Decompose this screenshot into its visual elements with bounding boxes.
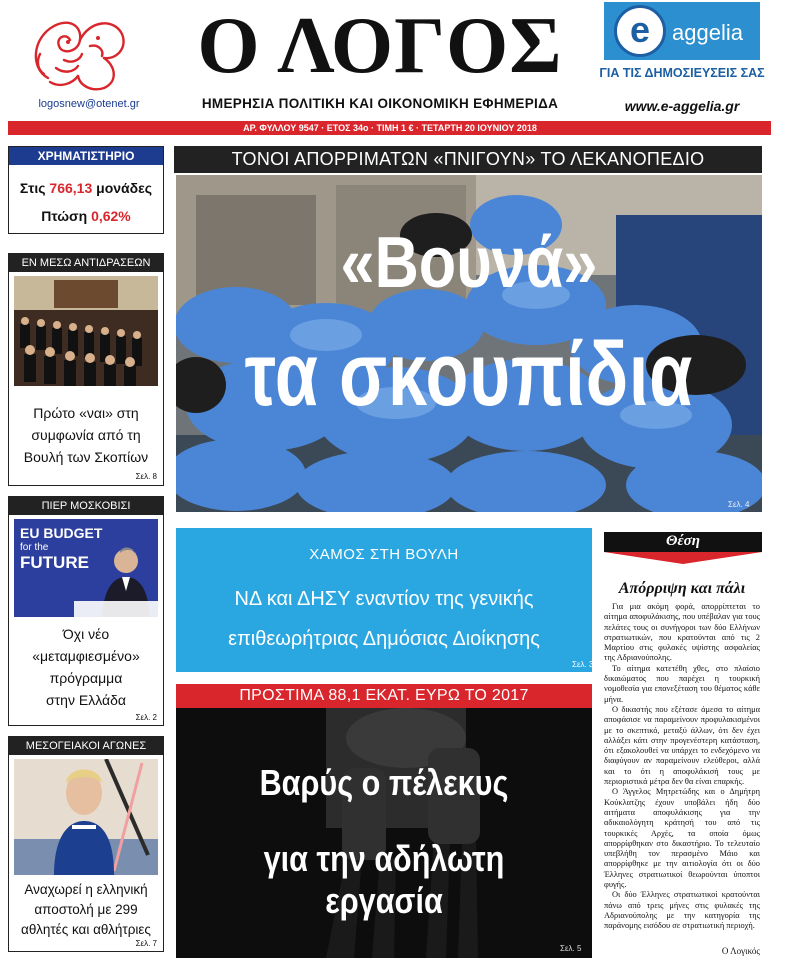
stock-index-suffix: μονάδες (92, 180, 153, 196)
skopje-story[interactable] (8, 253, 164, 486)
parliament-story-kicker: ΧΑΜΟΣ ΣΤΗ ΒΟΥΛΗ (309, 546, 459, 563)
moscovici-line-3: πρόγραμμα (49, 670, 123, 686)
ad-brand-name: aggelia (672, 20, 743, 45)
games-line-1: Αναχωρεί η ελληνική (24, 882, 148, 897)
editorial-paragraph: Το αίτημα κατετέθη χθες, στο πλαίσιο δικαιώματος που παρέχει η τουρκική νομοθεσία για επανεξέταση του θέματος κάθε μήνα. (604, 663, 760, 704)
parliament-story-page-ref: Σελ. 3 (572, 660, 594, 669)
main-story-headbar[interactable]: ΤΟΝΟΙ ΑΠΟΡΡΙΜΑΤΩΝ «ΠΝΙΓΟΥΝ» ΤΟ ΛΕΚΑΝΟΠΕΔΙΟ (174, 146, 762, 173)
stock-change-value: 0,62% (91, 208, 131, 224)
games-line-2: αποστολή με 299 (34, 902, 138, 917)
main-headline-line-2[interactable]: τα σκουπίδια (244, 325, 694, 425)
skopje-photo (14, 276, 158, 386)
fines-headline-line-2[interactable]: για την αδήλωτη εργασία (263, 838, 505, 921)
skopje-page-ref: Σελ. 8 (135, 472, 157, 481)
games-story[interactable] (8, 736, 164, 952)
newspaper-subtitle: ΗΜΕΡΗΣΙΑ ΠΟΛΙΤΙΚΗ ΚΑΙ ΟΙΚΟΝΟΜΙΚΗ ΕΦΗΜΕΡΙΔΑ (201, 96, 559, 111)
skopje-line-2: συμφωνία από τη (31, 427, 141, 443)
photo-text-future: FUTURE (20, 553, 89, 572)
ad-url-link[interactable]: www.e-aggelia.gr (624, 98, 740, 114)
moscovici-line-4: στην Ελλάδα (46, 692, 126, 708)
moscovici-page-ref: Σελ. 2 (135, 713, 157, 722)
editorial-paragraph: Ο δικαστής που εξέτασε άμεσα το αίτημα αποφάσισε να παραμείνουν προφυλακισμένοι με το σκεπτικό, μεταξύ άλλων, ότι δεν έχει αλλάξει κάτι στην προγενέστερη κατάσταση, ότι εξακολουθεί να υπάρχει το ενδεχόμενο να διαφύγουν αν παραμείνουν ελεύθεροι, αλλά και το ότι η αποφυλάκισή τους με περιοριστικά μέτρα δεν θα είναι επαρκής. (604, 704, 760, 787)
games-page-ref: Σελ. 7 (135, 939, 157, 948)
moscovici-heading: ΠΙΕΡ ΜΟΣΚΟΒΙΣΙ (9, 497, 163, 515)
editorial-paragraph: Ο Άγγελος Μητρετώδης και ο Δημήτρη Κούκλατζης έχουν υποβάλει ήδη δύο αιτήματα αποφυλάκισης για την αδικαιολόγητη κράτησή του από τις τουρκικές Αρχές, τα οποία όμως απορρίφθηκαν στο δικαστήριο. Το τελευταίο υπεβλήθη τον περασμένο Μάιο και απορρίφθηκε με την αιτιολογία ότι οι δύο Έλληνες στρατιωτικοί θεωρούνται ύποπτοι φυγής. (604, 787, 760, 890)
editorial-signature: Ο Λογικός (721, 946, 760, 956)
fines-page-ref: Σελ. 5 (560, 944, 582, 953)
stock-index-prefix: Στις (19, 180, 50, 196)
moscovici-photo (14, 519, 158, 617)
games-photo (14, 759, 158, 875)
main-headline-line-1[interactable]: «Βουνά» (340, 223, 598, 303)
stock-change-line (9, 205, 163, 227)
newspaper-logo-art (20, 8, 140, 96)
stock-index-line (9, 177, 163, 199)
contact-email[interactable]: logosnew@otenet.gr (38, 98, 140, 110)
fines-headline-line-1[interactable]: Βαρύς ο πέλεκυς (259, 762, 509, 803)
issue-info: ΑΡ. ΦΥΛΛΟΥ 9547 · ΕΤΟΣ 34ο · ΤΙΜΗ 1 € · ΤΕΤΑΡΤΗ 20 ΙΟΥΝΙΟΥ 2018 (243, 123, 537, 133)
newspaper-title: Ο ΛΟΓΟΣ (197, 2, 563, 90)
skopje-heading: ΕΝ ΜΕΣΩ ΑΝΤΙΔΡΑΣΕΩΝ (9, 254, 163, 272)
stock-box[interactable] (8, 146, 164, 234)
games-heading: ΜΕΣΟΓΕΙΑΚΟΙ ΑΓΩΝΕΣ (9, 737, 163, 755)
games-line-3: αθλητές και αθλήτριες (21, 922, 151, 937)
editorial-paragraph: Για μια ακόμη φορά, απορρίπτεται το αίτημα αποφυλάκισης, που υπέβαλαν για τους πελάτες τους οι συνήγοροι των δύο Ελλήνων στρατιωτικών, που κρατούνται από τις 2 Μαρτίου στις φυλακές υψίστης ασφαλείας της Αδριανούπολης. (604, 602, 760, 663)
editorial-title[interactable]: Απόρριψη και πάλι (618, 580, 746, 597)
stock-heading: ΧΡΗΜΑΤΙΣΤΗΡΙΟ (9, 147, 163, 165)
photo-text-budget: EU BUDGET (20, 525, 103, 541)
moscovici-line-1: Όχι νέο (62, 626, 110, 642)
main-story-page-ref: Σελ. 4 (728, 500, 750, 509)
fines-story-bar[interactable]: ΠΡΟΣΤΙΜΑ 88,1 ΕΚΑΤ. ΕΥΡΩ ΤΟ 2017 (176, 684, 592, 708)
editorial-label: Θέση (666, 533, 700, 549)
moscovici-story[interactable] (8, 496, 164, 726)
editorial-paragraph: Οι δύο Έλληνες στρατιωτικοί κρατούνται πάνω από τρεις μήνες στις φυλακές της Αδριανούπολης με την κατηγορία της παράνομης εισόδου σε στρατιωτική περιοχή. (604, 890, 760, 931)
moscovici-line-2: «μεταμφιεσμένο» (32, 648, 140, 664)
skopje-line-1: Πρώτο «ναι» στη (33, 405, 139, 421)
editorial-body (604, 602, 760, 932)
parliament-story-line-2: επιθεωρήτριας Δημόσιας Διοίκησης (228, 628, 540, 650)
skopje-line-3: Βουλή των Σκοπίων (23, 449, 149, 465)
parliament-story-line-1: ΝΔ και ΔΗΣΥ εναντίον της γενικής (234, 588, 534, 610)
photo-text-forthe: for the (20, 542, 49, 553)
ad-logo-letter: e (629, 9, 651, 50)
stock-change-prefix: Πτώση (41, 208, 92, 224)
stock-index-value: 766,13 (49, 180, 93, 196)
ad-tagline: ΓΙΑ ΤΙΣ ΔΗΜΟΣΙΕΥΣΕΙΣ ΣΑΣ (599, 66, 765, 80)
